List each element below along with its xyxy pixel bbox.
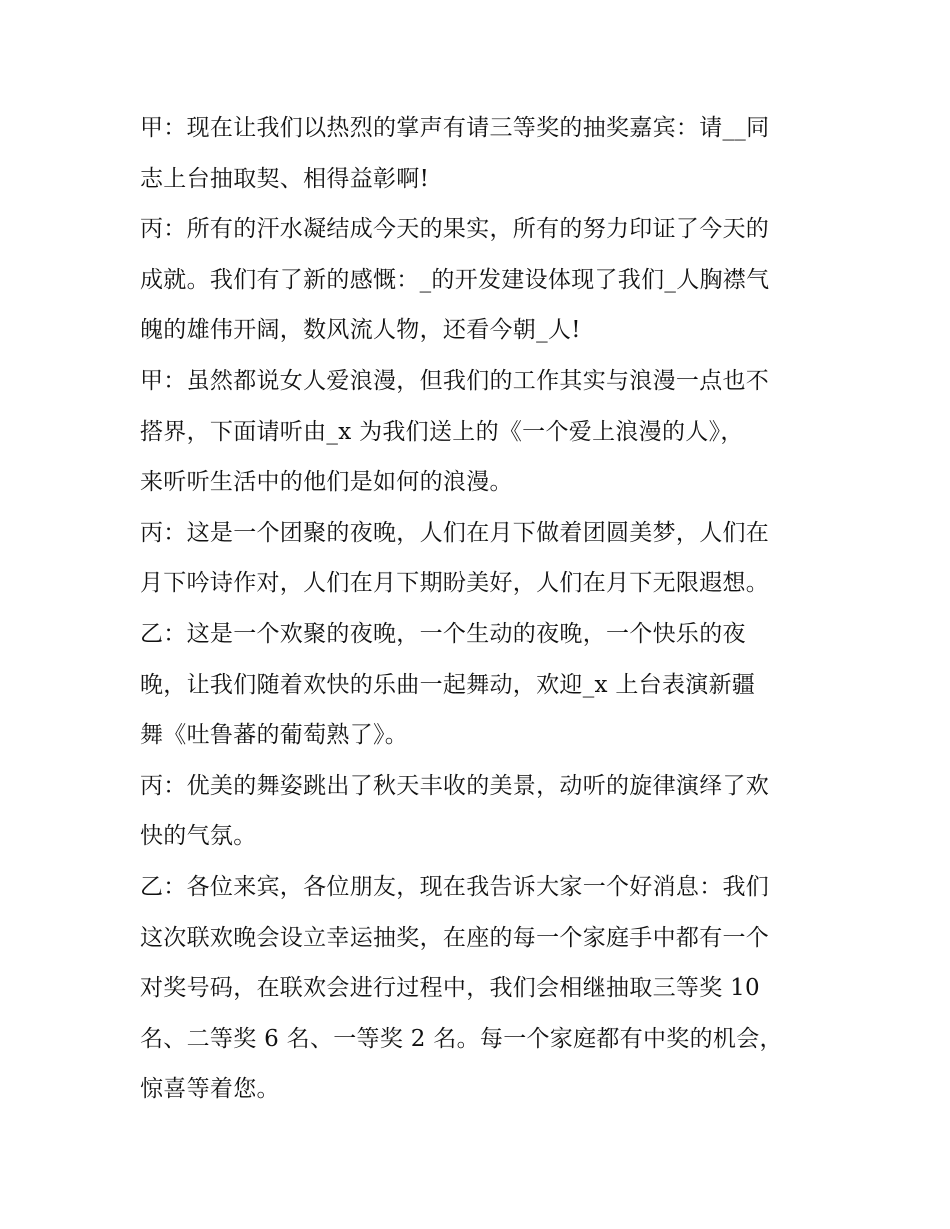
text-line: 晚，让我们随着欢快的乐曲一起舞动，欢迎_x 上台表演新疆 [140, 671, 756, 698]
text-line: 甲：虽然都说女人爱浪漫，但我们的工作其实与浪漫一点也不 [140, 367, 770, 394]
text-line: 搭界，下面请听由_x 为我们送上的《一个爱上浪漫的人》， [140, 418, 744, 445]
document-body [140, 103, 820, 1115]
text-line: 乙：这是一个欢聚的夜晚，一个生动的夜晚，一个快乐的夜 [140, 620, 746, 647]
text-line: 丙：优美的舞姿跳出了秋天丰收的美景，动听的旋律演绎了欢 [140, 772, 770, 799]
text-line: 舞《吐鲁蕃的葡萄熟了》。 [140, 722, 409, 749]
text-line: 乙：各位来宾，各位朋友，现在我告诉大家一个好消息：我们 [140, 873, 770, 900]
text-line: 对奖号码，在联欢会进行过程中，我们会相继抽取三等奖 10 [140, 975, 760, 1002]
text-line: 月下吟诗作对，人们在月下期盼美好，人们在月下无限遐想。 [140, 570, 770, 597]
text-line: 丙：这是一个团聚的夜晚，人们在月下做着团圆美梦，人们在 [140, 519, 770, 546]
text-line: 甲：现在让我们以热烈的掌声有请三等奖的抽奖嘉宾：请__同 [140, 115, 770, 141]
text-line: 成就。我们有了新的感慨：_的开发建设体现了我们_人胸襟气 [140, 266, 770, 293]
text-line: 名、二等奖 6 名、一等奖 2 名。每一个家庭都有中奖的机会， [140, 1025, 783, 1052]
text-line: 这次联欢晚会设立幸运抽奖，在座的每一个家庭手中都有一个 [140, 924, 770, 951]
text-line: 志上台抽取契、相得益彰啊! [140, 165, 430, 192]
text-line: 魄的雄伟开阔，数风流人物，还看今朝_人! [140, 317, 581, 344]
text-line: 惊喜等着您。 [140, 1076, 280, 1103]
text-line: 丙：所有的汗水凝结成今天的果实，所有的努力印证了今天的 [140, 216, 770, 243]
text-line: 快的气氛。 [140, 823, 257, 850]
text-line: 来听听生活中的他们是如何的浪漫。 [140, 469, 513, 496]
